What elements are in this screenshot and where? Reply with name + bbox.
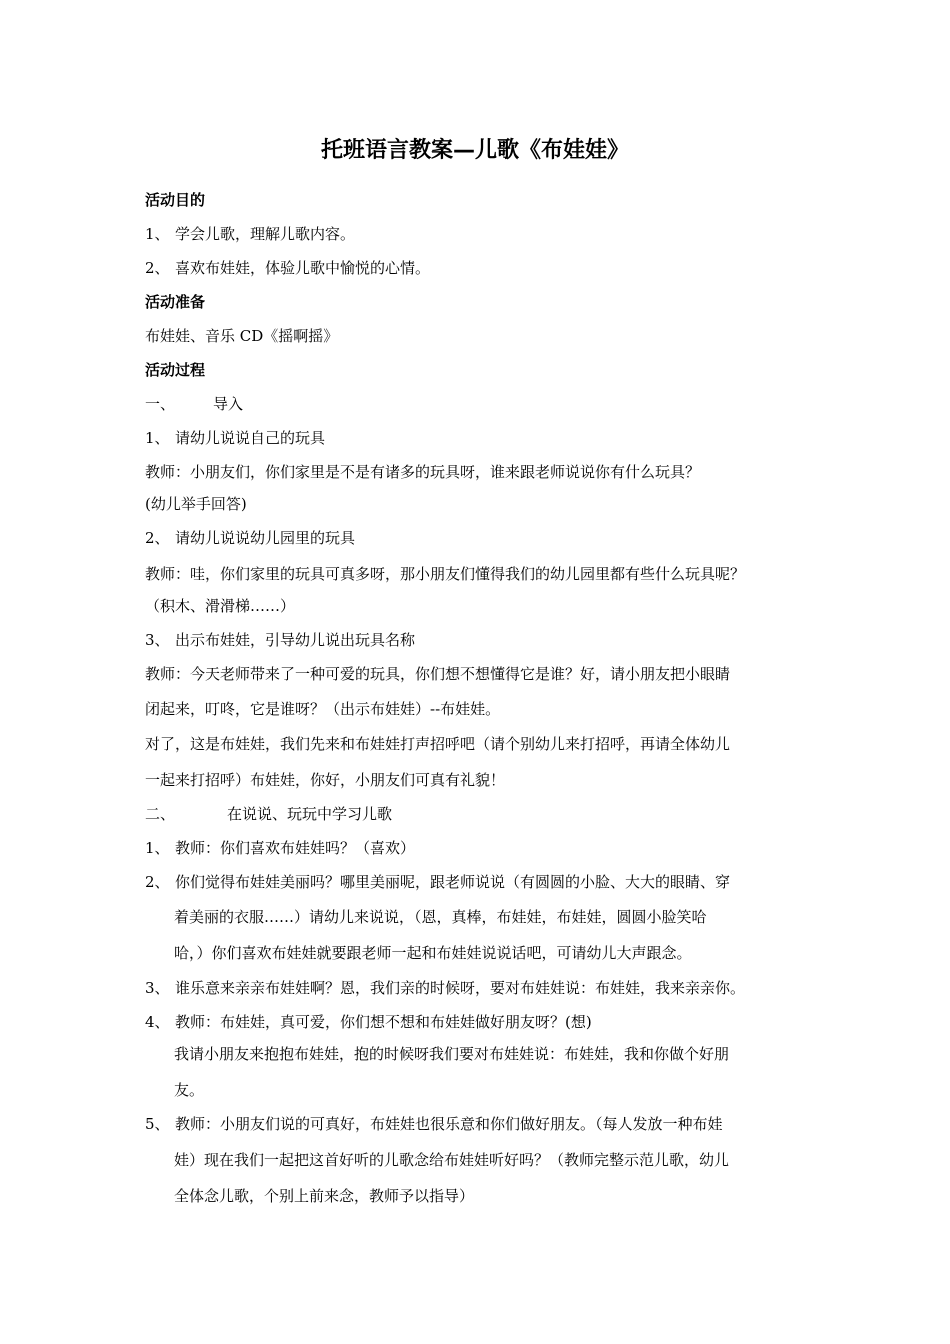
- goal-num-1: 1、: [145, 225, 170, 243]
- part1-step-3-line-2: 闭起来，叮咚，它是谁呀？（出示布娃娃）--布娃娃。: [145, 700, 501, 718]
- item-num: 3、: [145, 979, 170, 997]
- part2-heading: [145, 804, 815, 824]
- part2-item-4-line-3: 友。: [174, 1081, 205, 1099]
- part1-num: 一、: [145, 395, 176, 413]
- prep-text: 布娃娃、音乐 CD《摇啊摇》: [145, 327, 339, 345]
- part2-label: 在说说、玩玩中学习儿歌: [227, 805, 393, 823]
- goal-num-2: 2、: [145, 259, 170, 277]
- item-num: 2、: [145, 873, 170, 891]
- part2-item-2-line-2: 着美丽的衣服……）请幼儿来说说，（恩，真棒，布娃娃，布娃娃，圆圆小脸笑哈: [174, 908, 707, 926]
- step-text: 请幼儿说说幼儿园里的玩具: [175, 529, 356, 547]
- part1-step-2-answer: （积木、滑滑梯……）: [145, 597, 296, 615]
- item-text: 教师：布娃娃，真可爱，你们想不想和布娃娃做好朋友呀？(想): [175, 1013, 592, 1031]
- goal-heading: 活动目的: [145, 191, 206, 209]
- item-text: 教师：小朋友们说的可真好，布娃娃也很乐意和你们做好朋友。（每人发放一种布娃: [175, 1115, 723, 1133]
- page-title: 托班语言教案—儿歌《布娃娃》: [320, 138, 629, 163]
- goal-item-1: [145, 224, 815, 244]
- part1-step-1-teacher: 教师：小朋友们，你们家里是不是有诸多的玩具呀，谁来跟老师说说你有什么玩具？: [145, 463, 701, 481]
- part1-label: 导入: [213, 395, 244, 413]
- part1-step-3-line-1: 教师：今天老师带来了一种可爱的玩具，你们想不想懂得它是谁？好，请小朋友把小眼睛: [145, 665, 731, 683]
- part2-item-4: [145, 1012, 815, 1032]
- item-text: 你们觉得布娃娃美丽吗？哪里美丽呢，跟老师说说（有圆圆的小脸、大大的眼睛、穿: [175, 873, 731, 891]
- part1-step-3: [145, 630, 815, 650]
- part2-item-2: [145, 872, 815, 892]
- part2-item-3: [145, 978, 815, 998]
- part2-item-5-line-3: 全体念儿歌，个别上前来念，教师予以指导）: [174, 1187, 475, 1205]
- item-text: 谁乐意来亲亲布娃娃啊？恩，我们亲的时候呀，要对布娃娃说：布娃娃，我来亲亲你。: [175, 979, 746, 997]
- item-num: 1、: [145, 839, 170, 857]
- item-text: 教师：你们喜欢布娃娃吗？（喜欢）: [175, 839, 416, 857]
- process-heading: 活动过程: [145, 361, 206, 379]
- prep-heading: 活动准备: [145, 293, 206, 311]
- step-num: 2、: [145, 529, 170, 547]
- part1-heading: [145, 394, 815, 414]
- part1-step-3-line-3: 对了，这是布娃娃，我们先来和布娃娃打声招呼吧（请个别幼儿来打招呼，再请全体幼儿: [145, 735, 731, 753]
- step-text: 请幼儿说说自己的玩具: [175, 429, 326, 447]
- goal-text-2: 喜欢布娃娃，体验儿歌中愉悦的心情。: [175, 259, 431, 277]
- step-text: 出示布娃娃，引导幼儿说出玩具名称: [175, 631, 416, 649]
- part1-step-3-line-4: 一起来打招呼）布娃娃，你好，小朋友们可真有礼貌！: [145, 771, 506, 789]
- part2-item-4-line-2: 我请小朋友来抱抱布娃娃，抱的时候呀我们要对布娃娃说：布娃娃，我和你做个好朋: [174, 1045, 730, 1063]
- part2-item-5-line-2: 娃）现在我们一起把这首好听的儿歌念给布娃娃听好吗？（教师完整示范儿歌，幼儿: [174, 1151, 730, 1169]
- part1-step-2: [145, 528, 815, 548]
- item-num: 4、: [145, 1013, 170, 1031]
- step-num: 1、: [145, 429, 170, 447]
- goal-text-1: 学会儿歌，理解儿歌内容。: [175, 225, 356, 243]
- part2-item-5: [145, 1114, 815, 1134]
- item-num: 5、: [145, 1115, 170, 1133]
- part1-step-2-teacher: 教师：哇，你们家里的玩具可真多呀，那小朋友们懂得我们的幼儿园里都有些什么玩具呢？: [145, 565, 746, 583]
- part1-step-1: [145, 428, 815, 448]
- part2-item-2-line-3: 哈，）你们喜欢布娃娃就要跟老师一起和布娃娃说说话吧，可请幼儿大声跟念。: [174, 944, 692, 962]
- part2-num: 二、: [145, 805, 176, 823]
- goal-item-2: [145, 258, 815, 278]
- step-num: 3、: [145, 631, 170, 649]
- part2-item-1: [145, 838, 815, 858]
- part1-step-1-answer: (幼儿举手回答): [145, 495, 247, 513]
